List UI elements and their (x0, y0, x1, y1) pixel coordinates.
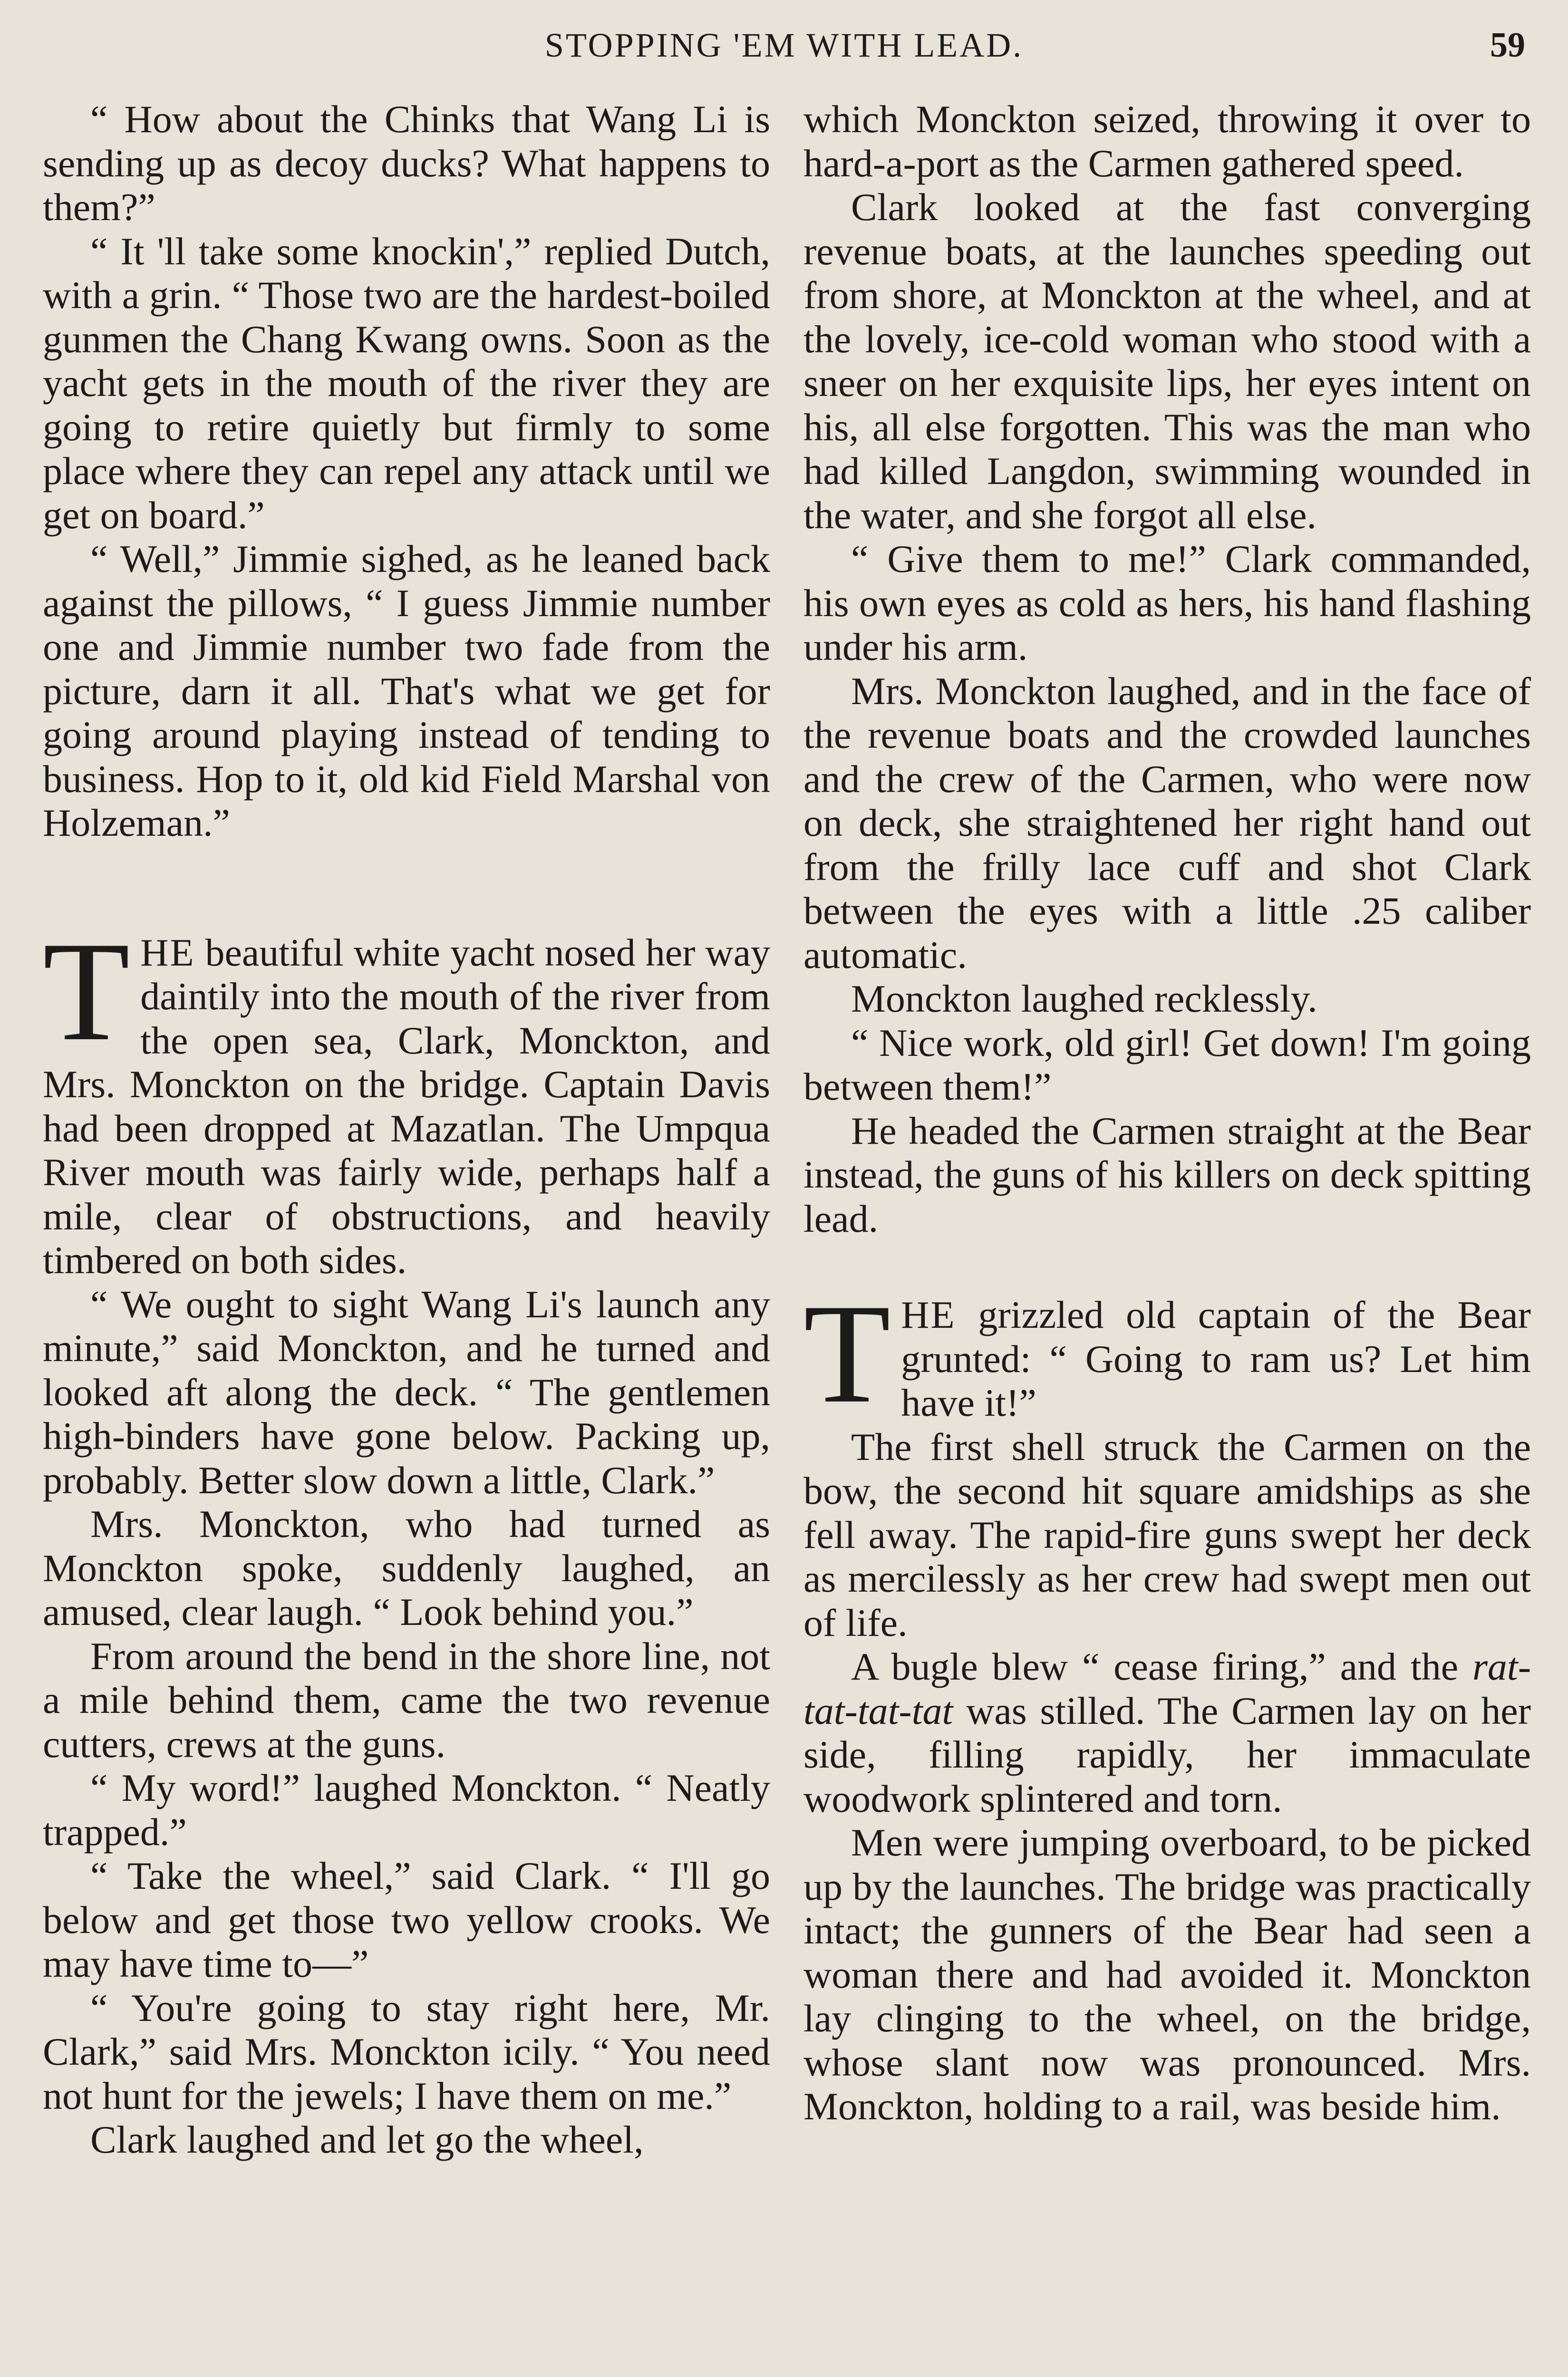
small-caps-word: HE (140, 930, 195, 974)
paragraph: Mrs. Monckton, who had turned as Monckton spoke, suddenly laughed, an amused, clear laugh. “ Look behind you.” (43, 1502, 770, 1633)
section-break (43, 845, 770, 931)
italic-sound-effect: rat-tat-tat-tat (803, 1645, 1531, 1732)
drop-cap: T (803, 1275, 891, 1432)
paragraph: “ You're going to stay right here, Mr. Clark,” said Mrs. Monckton icily. “ You need not hunt for the jewels; I have them on me.” (43, 1986, 770, 2117)
left-column (43, 97, 770, 2162)
paragraph: Monckton laughed recklessly. (851, 977, 1317, 1020)
paragraph: The first shell struck the Carmen on the bow, the second hit square amidships as she fell away. The rapid-fire guns swept her deck as mercilessly as her crew had swept men out of life. (803, 1425, 1531, 1644)
right-column (803, 97, 1531, 2129)
paragraph: Clark looked at the fast converging revenue boats, at the launches speeding out from shore, at Monckton at the wheel, and at the lovely, ice-cold woman who stood with a sneer on her exquisite lips, her eyes intent on his, all else forgotten. This was the man who had killed Langdon, swimming wounded in the water, and she forgot all else. (803, 185, 1531, 537)
page-number: 59 (1490, 26, 1525, 65)
paragraph: “ How about the Chinks that Wang Li is sending up as decoy ducks? What happens to them?” (43, 97, 770, 229)
paragraph: “ We ought to sight Wang Li's launch any minute,” said Monckton, and he turned and looked aft along the deck. “ The gentlemen high-binders have gone below. Packing up, probably. Better slow down a little, Clark.” (43, 1282, 770, 1502)
paragraph: “ Give them to me!” Clark commanded, his own eyes as cold as hers, his hand flashing under his arm. (803, 537, 1531, 668)
small-caps-word: HE (901, 1293, 956, 1336)
paragraph: “ Take the wheel,” said Clark. “ I'll go below and get those two yellow crooks. We may have time to—” (43, 1854, 770, 1985)
paragraph-text: grizzled old captain of the Bear grunted: “ Going to ram us? Let him have it!” (901, 1293, 1531, 1424)
paragraph: Clark laughed and let go the wheel, (90, 2118, 644, 2161)
paragraph: “ My word!” laughed Monckton. “ Neatly trapped.” (43, 1766, 770, 1854)
paragraph: Mrs. Monckton laughed, and in the face of the revenue boats and the crowded launches and the crew of the Carmen, who were now on deck, she straightened her right hand out from the frilly lace cuff and shot Clark between the eyes with a little .25 caliber automatic. (803, 669, 1531, 976)
running-head: STOPPING 'EM WITH LEAD. (544, 26, 1024, 64)
paragraph: From around the bend in the shore line, not a mile behind them, came the two revenue cutters, crews at the guns. (43, 1634, 770, 1766)
paragraph: He headed the Carmen straight at the Bear instead, the guns of his killers on deck spitting lead. (803, 1109, 1531, 1240)
paragraph-text: was stilled. The Carmen lay on her side, filling rapidly, her immaculate woodwork splintered and torn. (803, 1689, 1531, 1820)
paragraph: Men were jumping overboard, to be picked up by the launches. The bridge was practically intact; the gunners of the Bear had seen a woman there and had avoided it. Monckton lay clinging to the wheel, on the bridge, whose slant now was pronounced. Mrs. Monckton, holding to a rail, was beside him. (803, 1821, 1531, 2128)
section-break (803, 1241, 1531, 1293)
paragraph: “ Well,” Jimmie sighed, as he leaned back against the pillows, “ I guess Jimmie number one and Jimmie number two fade from the picture, darn it all. That's what we get for going around playing instead of tending to business. Hop to it, old kid Field Marshal von Holzeman.” (43, 537, 770, 844)
paragraph: “ It 'll take some knockin',” replied Dutch, with a grin. “ Those two are the hardest-boiled gunmen the Chang Kwang owns. Soon as the yacht gets in the mouth of the river they are going to retire quietly but firmly to some place where they can repel any attack until we get on board.” (43, 229, 770, 537)
paragraph: which Monckton seized, throwing it over to hard-a-port as the Carmen gathered speed. (803, 97, 1531, 185)
page-header (0, 19, 1568, 71)
paragraph (803, 1645, 1531, 1821)
paragraph-text: A bugle blew “ cease firing,” and the (851, 1645, 1472, 1688)
section-opening-paragraph (803, 1275, 1531, 1432)
section-opening-paragraph (43, 912, 770, 1283)
paragraph: “ Nice work, old girl! Get down! I'm going between them!” (803, 1021, 1531, 1108)
drop-cap: T (43, 912, 130, 1070)
paragraph-text: beautiful white yacht nosed her way daintily into the mouth of the river from the open sea, Clark, Monckton, and Mrs. Monckton on the bridge. Captain Davis had been dropped at Mazatlan. The Umpqua River mouth was fairly wide, perhaps half a mile, clear of obstructions, and heavily timbered on both sides. (43, 930, 770, 1282)
